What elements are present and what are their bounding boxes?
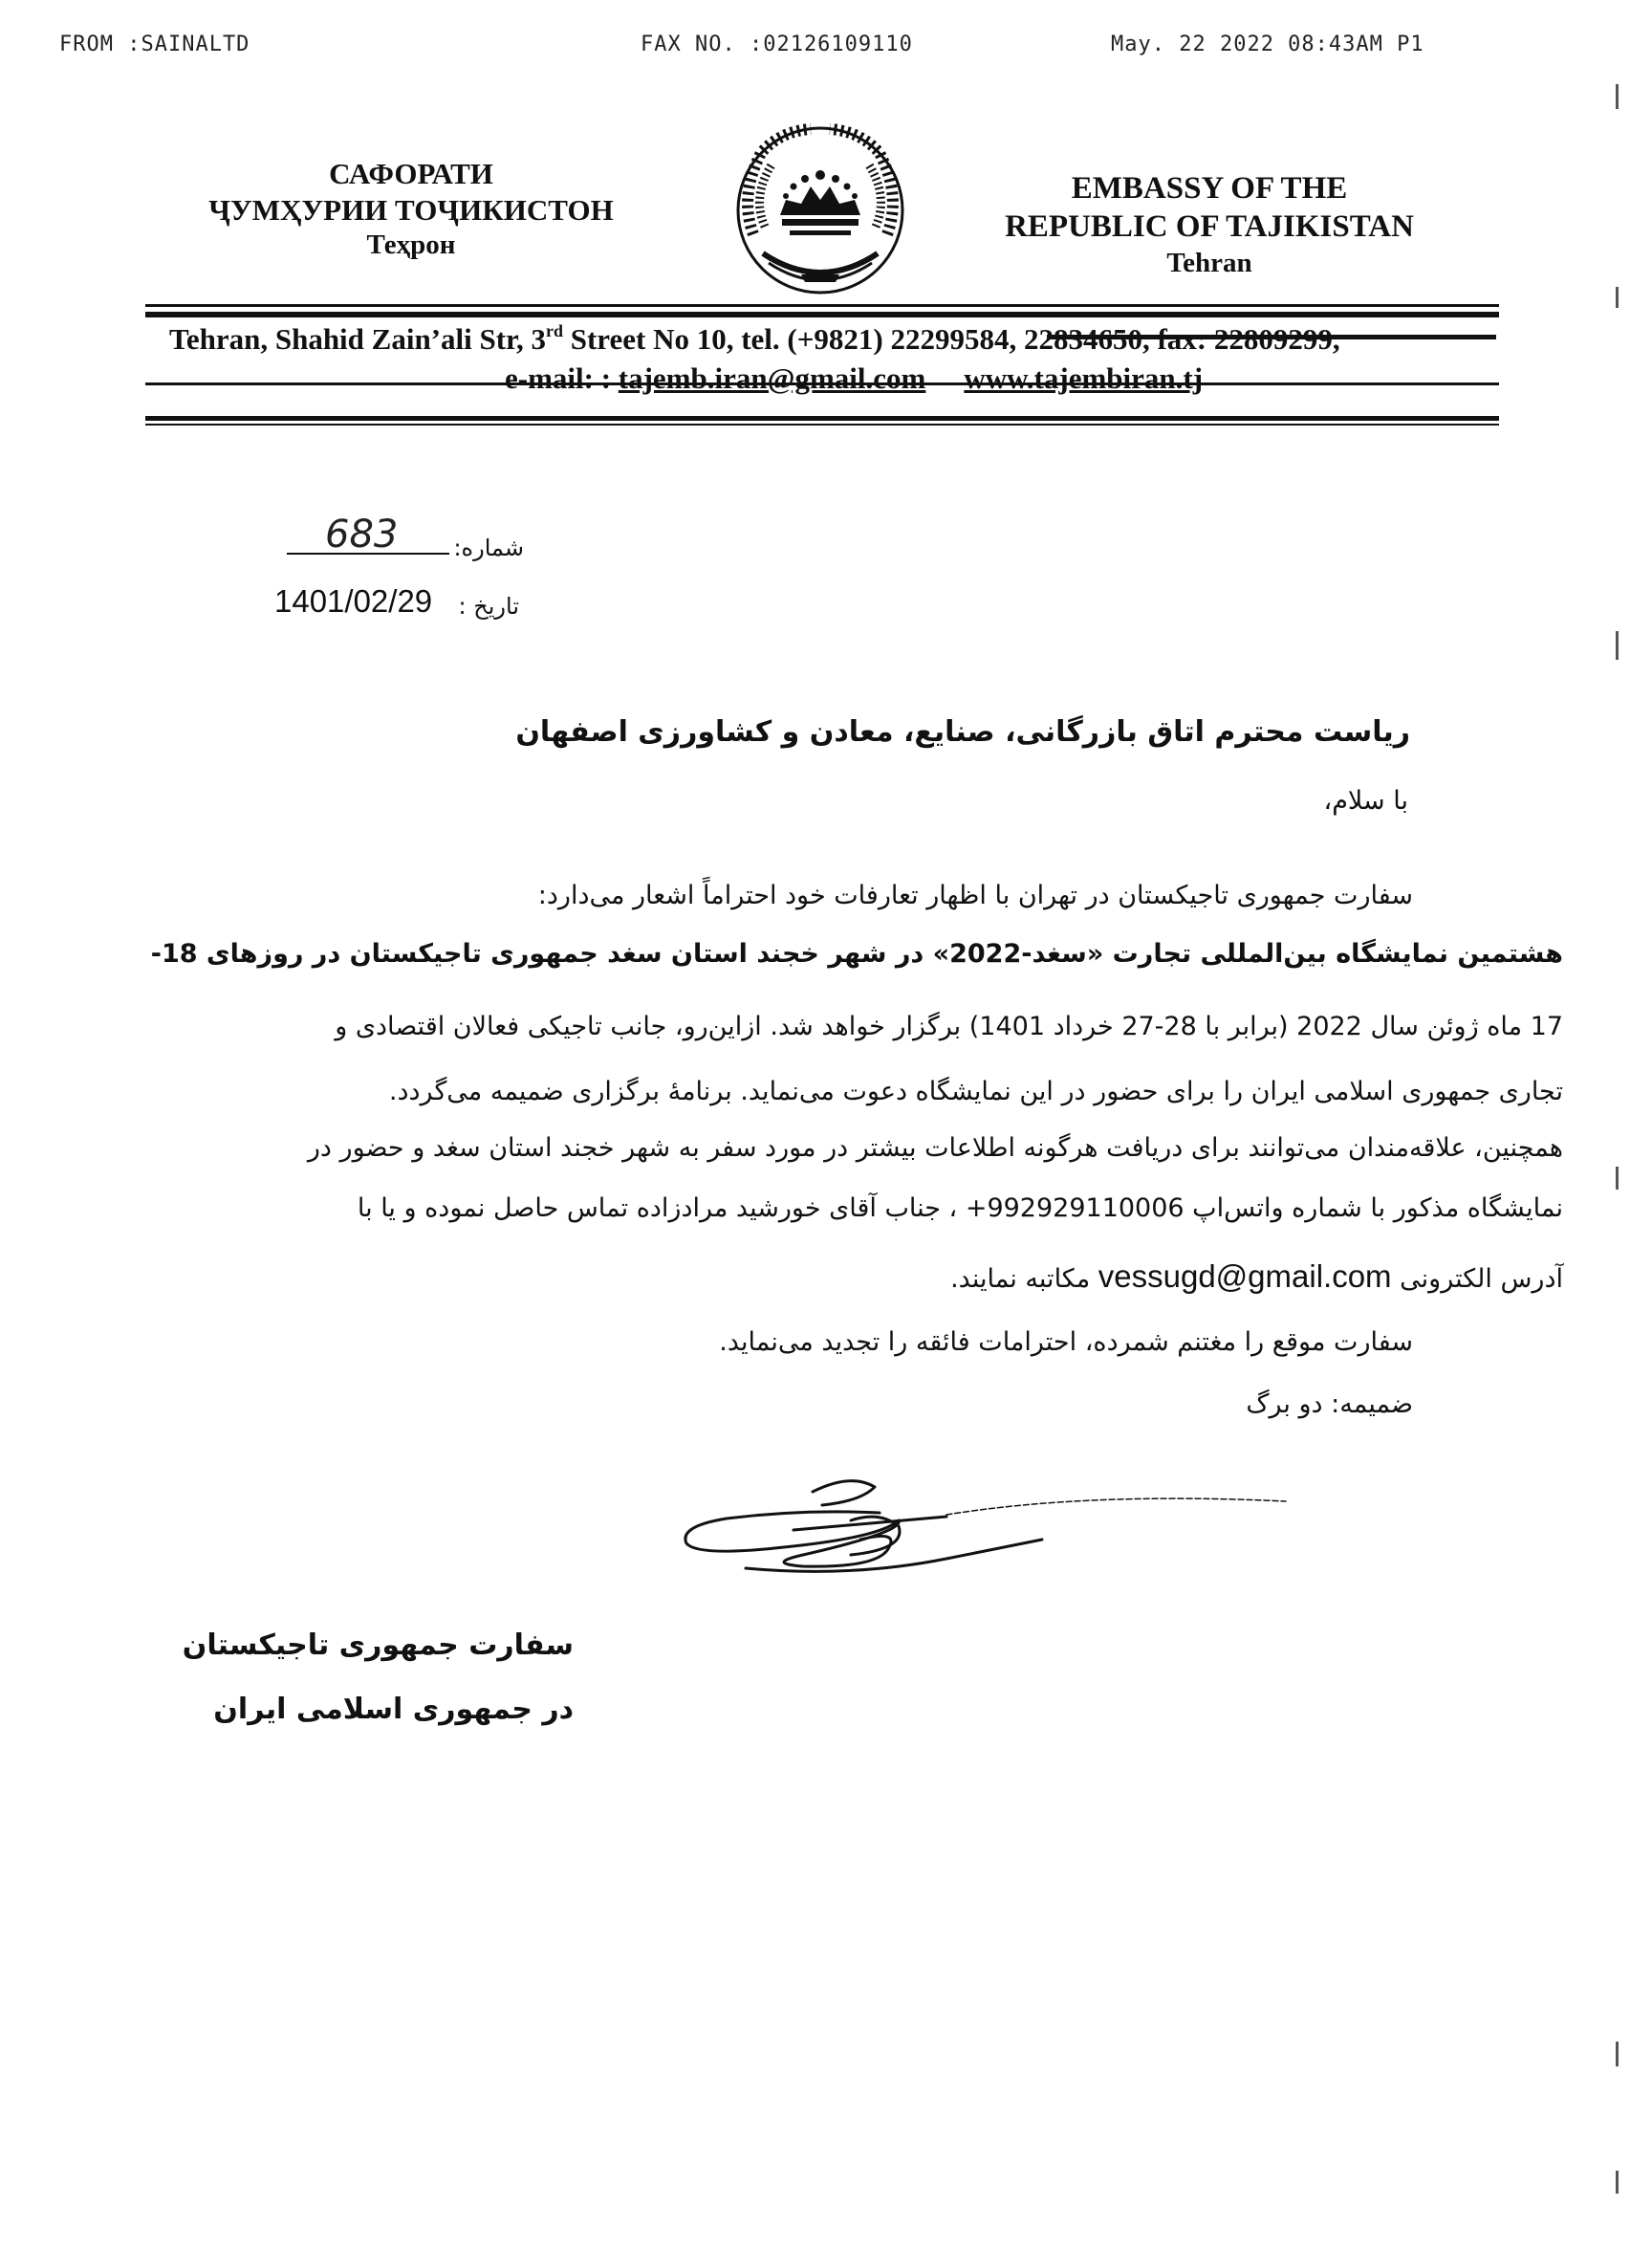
rule-bottom-3 bbox=[145, 424, 1499, 426]
embassy-website: www.tajembiran.tj bbox=[964, 361, 1204, 395]
letter-line-5: همچنین، علاقه‌مندان می‌توانند برای دریافت هرگونه اطلاعات بیشتر در مورد سفر به شهر خجند استان سغد و حضور در bbox=[307, 1133, 1563, 1163]
embassy-contact bbox=[505, 361, 1203, 396]
scan-mark bbox=[1616, 1167, 1619, 1190]
letterhead-cyrillic-line2: ҶУМҲУРИИ ТОҶИКИСТОН bbox=[208, 192, 614, 227]
tajikistan-coat-of-arms-icon bbox=[725, 120, 916, 296]
scan-mark bbox=[1616, 84, 1619, 109]
signature-line-2: در جمهوری اسلامی ایران bbox=[213, 1693, 574, 1726]
letterhead-english-line2: REPUBLIC OF TAJIKISTAN bbox=[1005, 209, 1414, 245]
handwritten-signature bbox=[660, 1463, 1291, 1597]
rule-top-2 bbox=[145, 312, 1499, 317]
letter-greeting: با سلام، bbox=[1323, 786, 1408, 816]
letter-line-3: 17 ماه ژوئن سال 2022 (برابر با 28-27 خرداد 1401) برگزار خواهد شد. ازاین‌رو، جانب تاجیکی فعالان اقتصادی و bbox=[335, 1012, 1563, 1041]
scan-mark bbox=[1616, 287, 1619, 308]
letter-line-7-rest: مکاتبه نمایند. bbox=[950, 1264, 1091, 1294]
letterhead-cyrillic-city: Теҳрон bbox=[366, 229, 456, 260]
embassy-address bbox=[169, 321, 1340, 357]
scan-mark bbox=[1616, 2171, 1619, 2194]
reference-date-value: 1401/02/29 bbox=[274, 583, 433, 619]
letter-line-2: هشتمین نمایشگاه بین‌المللی تجارت «سغد-2022» در شهر خجند استان سغد جمهوری تاجیکستان در روزهای 18- bbox=[150, 939, 1563, 969]
letter-line-6: نمایشگاه مذکور با شماره واتس‌اپ 992929110006+ ، جناب آقای خورشید مرادزاده تماس حاصل نموده و یا با bbox=[357, 1193, 1563, 1223]
signature-line-1: سفارت جمهوری تاجیکستان bbox=[182, 1628, 574, 1662]
fax-datetime-page: May. 22 2022 08:43AM P1 bbox=[1111, 33, 1424, 56]
letterhead-english bbox=[932, 169, 1487, 280]
reference-number-label: شماره: bbox=[453, 535, 524, 561]
rule-top-1 bbox=[145, 304, 1499, 307]
address-street-suffix: rd bbox=[545, 321, 563, 340]
letter-line-7-label: آدرس الکترونی bbox=[1400, 1264, 1563, 1294]
contact-email: vessugd@gmail.com bbox=[1098, 1258, 1392, 1294]
letter-line-7 bbox=[950, 1260, 1563, 1292]
embassy-email: tajemb.iran@gmail.com bbox=[618, 361, 926, 395]
email-label: e-mail: : bbox=[505, 361, 619, 395]
letterhead-english-city: Tehran bbox=[1166, 247, 1252, 278]
fax-number: FAX NO. :02126109110 bbox=[641, 33, 913, 56]
letter-closing: سفارت موقع را مغتنم شمرده، احترامات فائقه را تجدید می‌نماید. bbox=[719, 1327, 1413, 1357]
reference-date-label: تاریخ : bbox=[458, 593, 519, 620]
letter-recipient: ریاست محترم اتاق بازرگانی، صنایع، معادن و کشاورزی اصفهان bbox=[515, 715, 1410, 749]
letter-line-1: سفارت جمهوری تاجیکستان در تهران با اظهار تعارفات خود احتراماً اشعار می‌دارد: bbox=[537, 881, 1413, 910]
letter-line-4: تجاری جمهوری اسلامی ایران را برای حضور در این نمایشگاه دعوت می‌نماید. برنامهٔ برگزاری ضمیمه می‌گردد. bbox=[388, 1077, 1563, 1106]
letterhead-cyrillic bbox=[134, 156, 688, 262]
fax-from: FROM :SAINALTD bbox=[59, 33, 250, 56]
letterhead-cyrillic-line1: САФОРАТИ bbox=[329, 157, 493, 190]
address-street-rest: Street No 10, tel. (+9821) 22299584, 22834650, fax: 22809299, bbox=[562, 322, 1340, 356]
address-street: Tehran, Shahid Zain’ali Str, 3 bbox=[169, 322, 546, 356]
letterhead-english-line1: EMBASSY OF THE bbox=[1071, 171, 1348, 206]
rule-bottom-2 bbox=[145, 416, 1499, 421]
scan-mark bbox=[1616, 631, 1619, 660]
letter-attachment: ضمیمه: دو برگ bbox=[1246, 1389, 1413, 1419]
scan-mark bbox=[1616, 2042, 1619, 2066]
reference-number-value: 683 bbox=[325, 513, 399, 557]
